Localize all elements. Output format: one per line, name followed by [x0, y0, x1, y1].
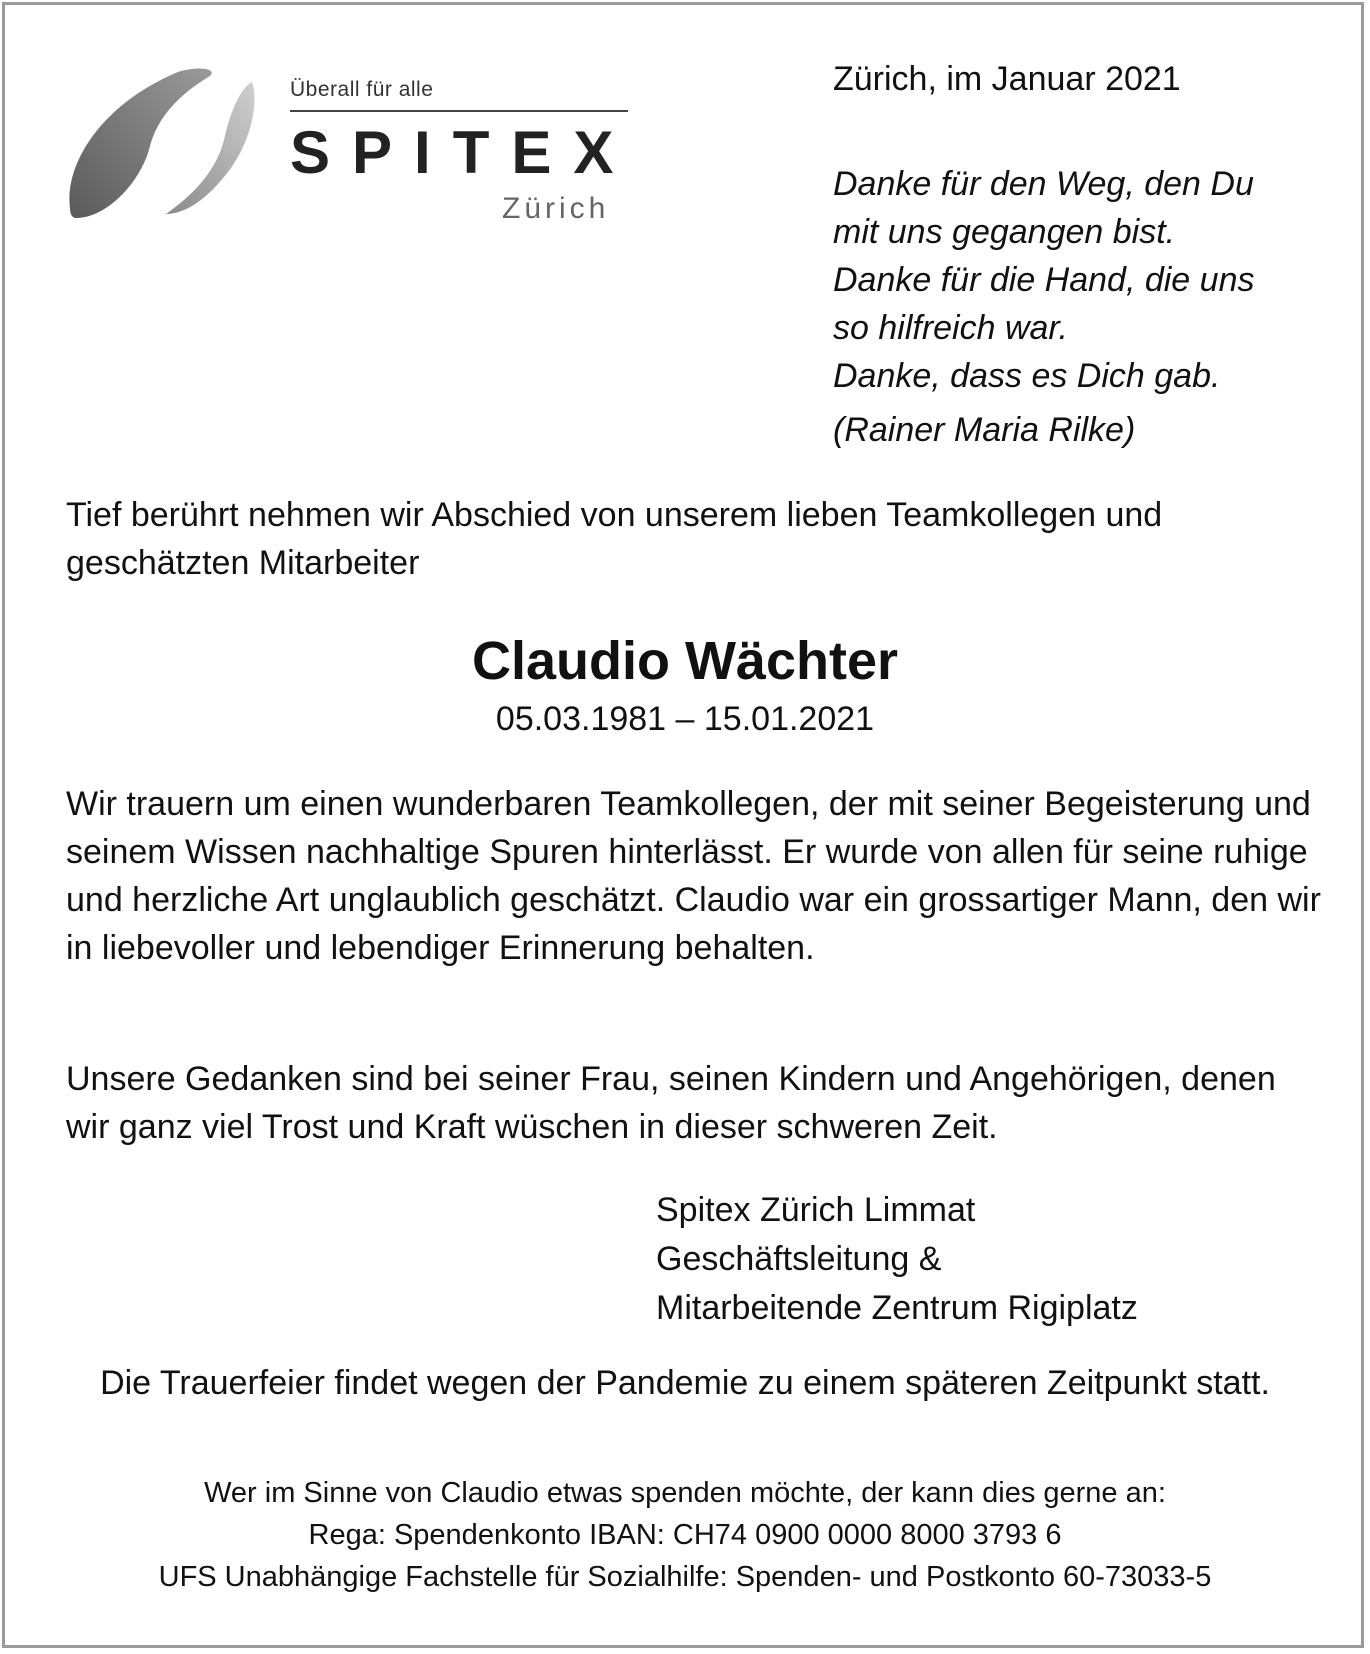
spitex-logo: [68, 68, 636, 238]
tribute-paragraph: Wir trauern um einen wunderbaren Teamkollegen, der mit seiner Begeisterung und seinem Wissen nachhaltige Spuren hinterlässt. Er wurde von allen für seine ruhige und herzliche Art unglaublich geschätzt. Claudio war ein grossartiger Mann, den wir in liebevoller und lebendiger Erinnerung behalten.: [66, 785, 1321, 967]
signature-line: Geschäftsleitung &: [656, 1240, 942, 1278]
service-notice: Die Trauerfeier findet wegen der Pandemie zu einem späteren Zeitpunkt statt.: [100, 1364, 1270, 1402]
condolence-paragraph: Unsere Gedanken sind bei seiner Frau, seinen Kindern und Angehörigen, denen wir ganz viel Trost und Kraft wüschen in dieser schweren Zeit.: [66, 1060, 1276, 1146]
poem-line: so hilfreich war.: [833, 309, 1068, 347]
donation-info: [0, 1472, 1370, 1598]
dateline: Zürich, im Januar 2021: [833, 60, 1181, 98]
signature-line: Spitex Zürich Limmat: [656, 1191, 976, 1229]
logo-divider: [290, 110, 628, 112]
poem-line: Danke für die Hand, die uns: [833, 261, 1255, 299]
poem-line: mit uns gegangen bist.: [833, 213, 1176, 251]
signature-block: [656, 1186, 1138, 1333]
donation-line: Rega: Spendenkonto IBAN: CH74 0900 0000 8000 3793 6: [308, 1519, 1062, 1551]
poem-author: (Rainer Maria Rilke): [833, 411, 1136, 449]
poem: [833, 160, 1254, 400]
logo-city: Zürich: [502, 192, 610, 225]
intro-text: Tief berührt nehmen wir Abschied von unserem lieben Teamkollegen und geschätzten Mitarbeiter: [66, 496, 1163, 582]
logo-tagline: Überall für alle: [290, 78, 434, 101]
donation-line: Wer im Sinne von Claudio etwas spenden möchte, der kann dies gerne an:: [204, 1477, 1166, 1509]
donation-line: UFS Unabhängige Fachstelle für Sozialhilfe: Spenden- und Postkonto 60-73033-5: [158, 1561, 1212, 1593]
spitex-swoosh-icon: [68, 68, 258, 228]
poem-line: Danke, dass es Dich gab.: [833, 357, 1221, 395]
life-dates: 05.03.1981 – 15.01.2021: [495, 700, 875, 738]
logo-brand: SPITEX: [290, 119, 636, 186]
signature-line: Mitarbeitende Zentrum Rigiplatz: [656, 1289, 1138, 1327]
deceased-name: Claudio Wächter: [471, 631, 899, 691]
poem-line: Danke für den Weg, den Du: [833, 165, 1254, 203]
